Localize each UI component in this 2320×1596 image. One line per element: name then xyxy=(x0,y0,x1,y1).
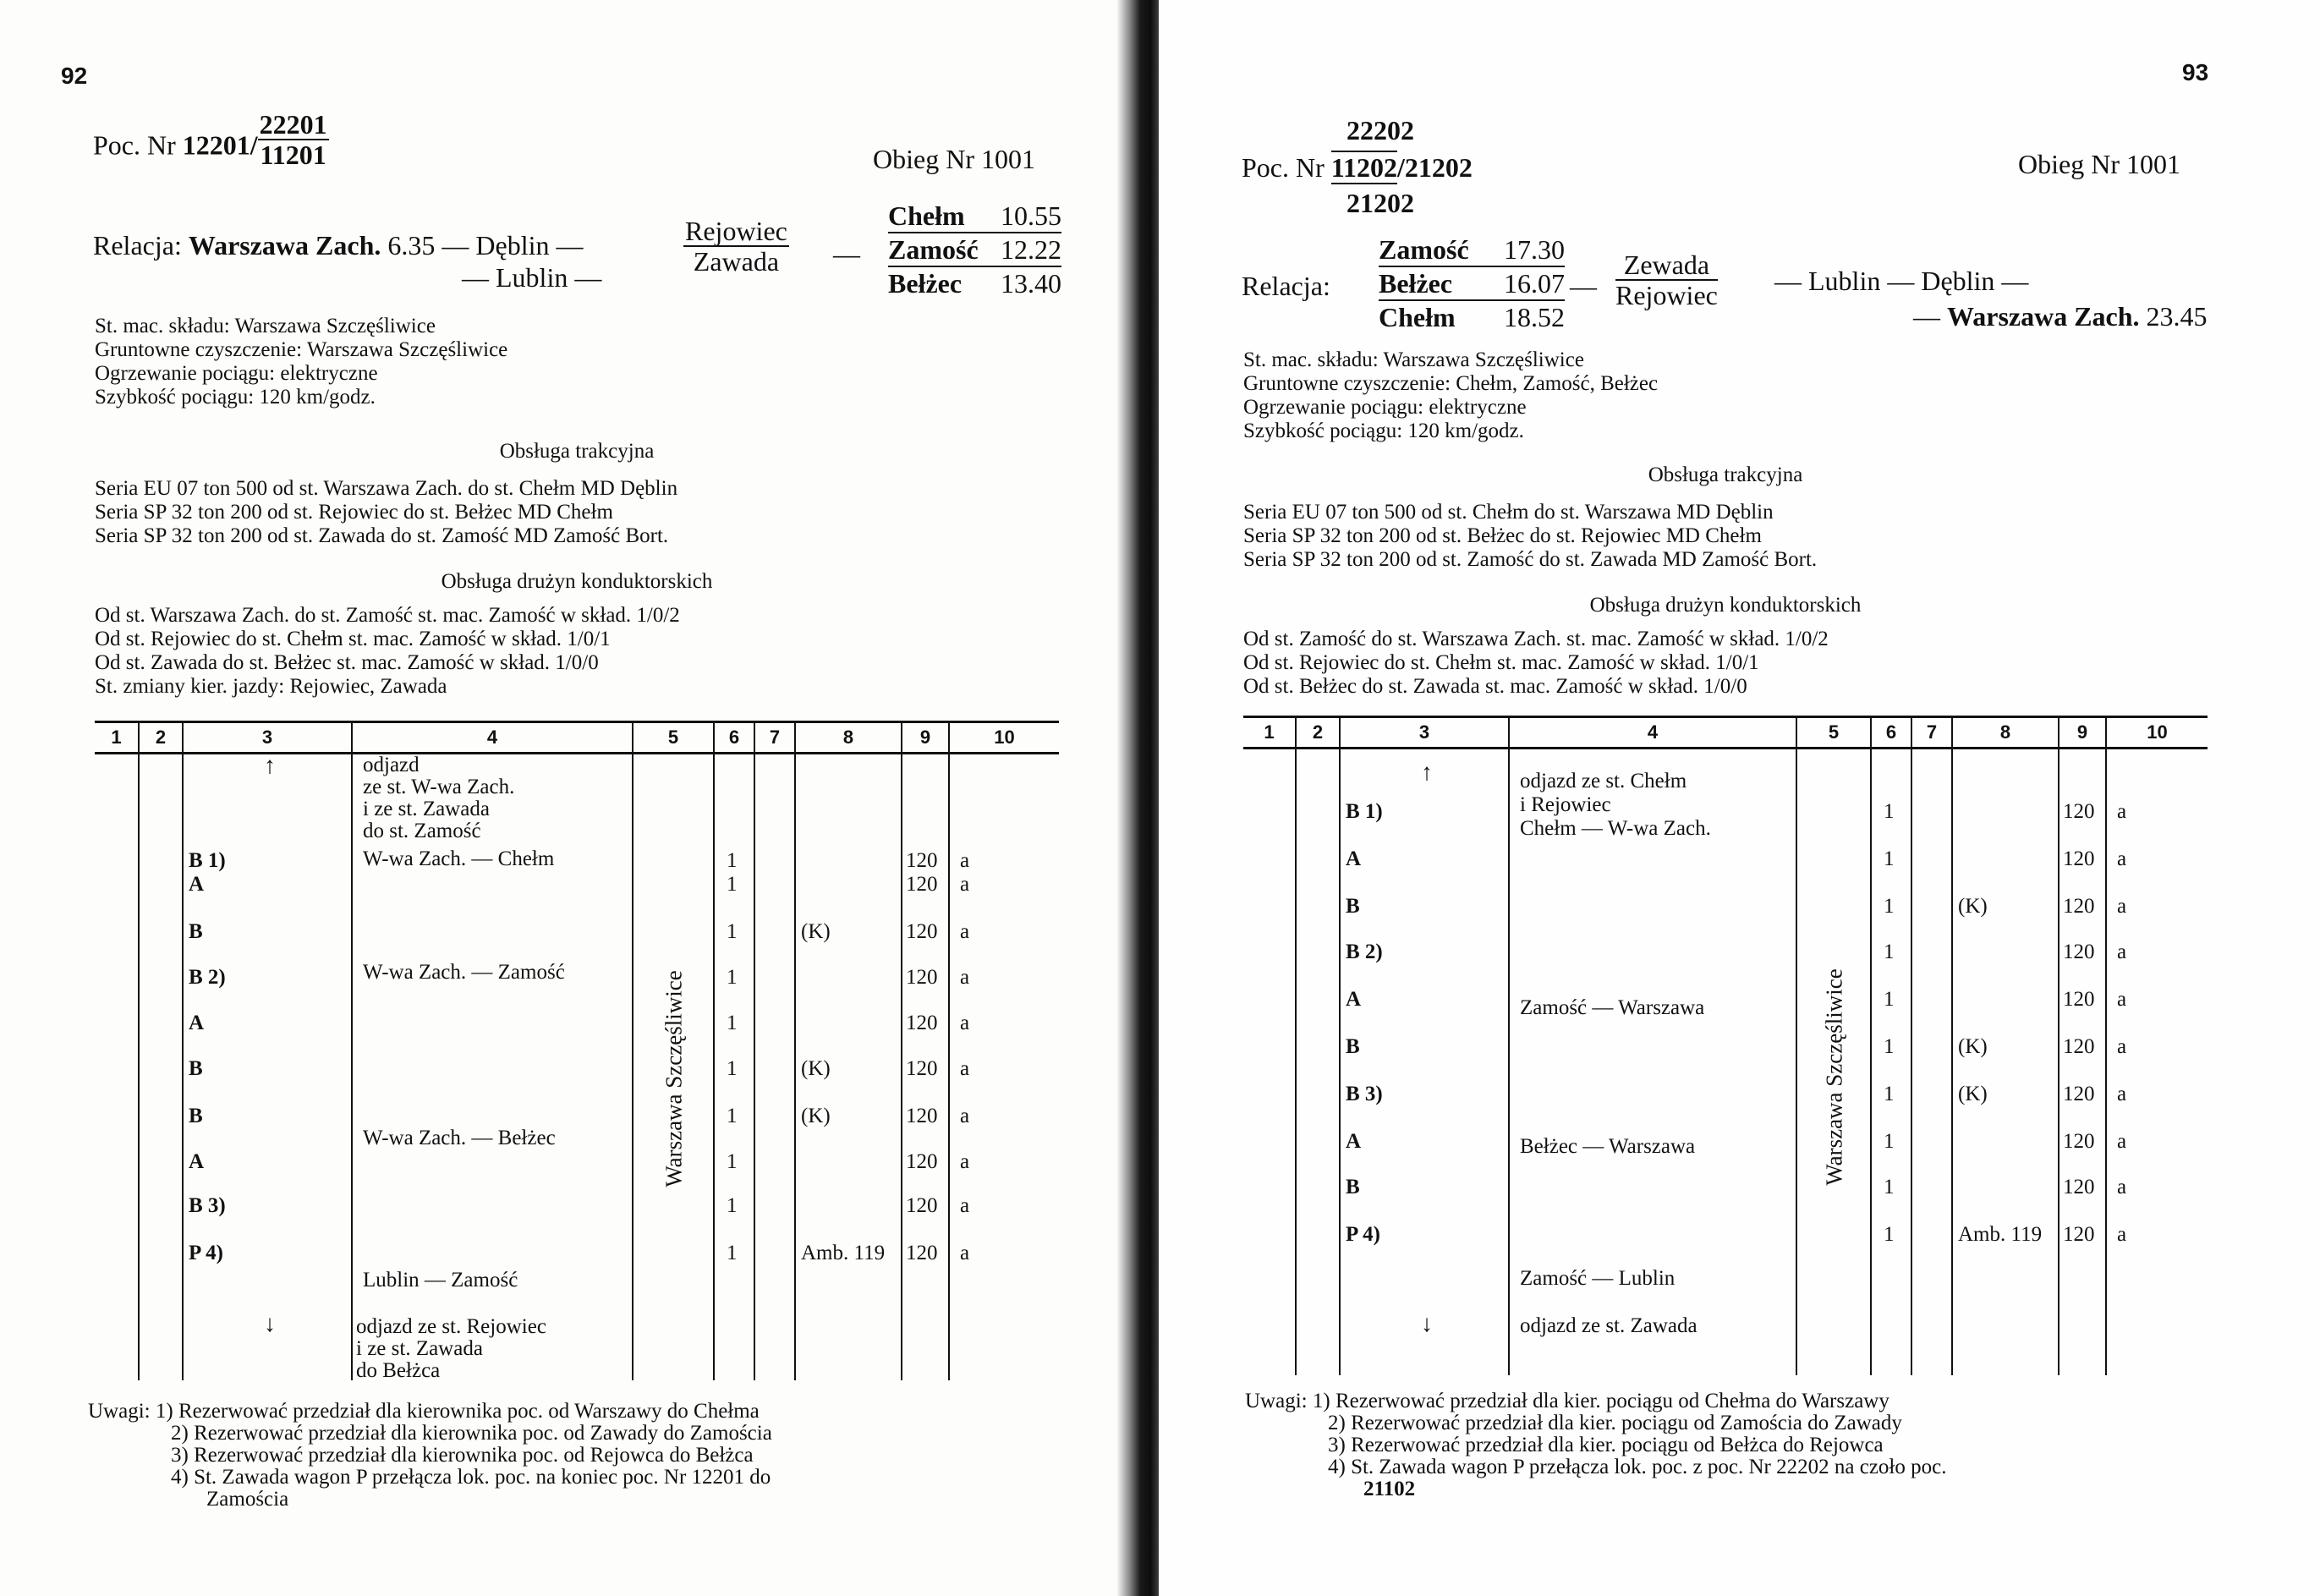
route-label: W-wa Zach. — Zamość xyxy=(363,961,565,984)
poc-top: 22202 xyxy=(1346,115,1414,145)
origin-row xyxy=(1379,267,1565,301)
row-flag: a xyxy=(960,1057,970,1080)
row-flag: a xyxy=(960,873,970,896)
poc-bottom: 21202 xyxy=(1346,188,1414,218)
druzyny-line: Od st. Bełżec do st. Zawada st. mac. Zamość w skład. 1/0/0 xyxy=(1243,675,1747,698)
col-10-content xyxy=(2107,749,2208,1375)
row-speed: 120 xyxy=(2063,1223,2095,1246)
train-number xyxy=(1242,152,1473,184)
row-speed: 120 xyxy=(2063,847,2095,870)
route-label: W-wa Zach. — Bełżec xyxy=(363,1127,556,1149)
col-header: 10 xyxy=(949,722,1059,754)
table-header-row xyxy=(1243,717,2208,749)
notes-label: Uwagi: xyxy=(88,1400,151,1423)
relacja-line1: — Lublin — Dęblin — xyxy=(1774,266,2029,296)
row-code: B xyxy=(1346,1176,1360,1198)
row-class: 1 xyxy=(727,873,738,896)
druzyny-line: Od st. Warszawa Zach. do st. Zamość st. mac. Zamość w skład. 1/0/2 xyxy=(95,604,680,627)
via-den: Rejowiec xyxy=(1615,280,1718,310)
row-note: (K) xyxy=(801,1105,831,1127)
row-speed: 120 xyxy=(2063,1176,2095,1198)
dest-row xyxy=(888,267,1061,299)
row-flag: a xyxy=(2117,941,2127,963)
trakcja-line: Seria EU 07 ton 500 od st. Warszawa Zach. do st. Chełm MD Dęblin xyxy=(95,477,678,500)
col-3-content xyxy=(1341,749,1508,1375)
trakcja-list xyxy=(95,477,677,548)
col-1-cell xyxy=(95,754,139,1381)
row-code: A xyxy=(189,873,205,896)
relacja-dash: — xyxy=(1570,271,1597,301)
row-class: 1 xyxy=(1884,800,1895,823)
druzyny-line: St. zmiany kier. jazdy: Rejowiec, Zawada xyxy=(95,675,447,698)
col4-bottom: odjazd ze st. Zawada xyxy=(1520,1314,1697,1337)
row-flag: a xyxy=(960,1194,970,1217)
row-code: A xyxy=(189,1012,205,1034)
row-flag: a xyxy=(2117,1223,2127,1246)
info-line: Ogrzewanie pociągu: elektryczne xyxy=(1243,396,1527,419)
origin-name: Zamość xyxy=(1379,234,1469,265)
col-header: 1 xyxy=(1243,717,1296,749)
relacja-time: 23.45 xyxy=(2146,301,2208,332)
row-code: B 2) xyxy=(189,966,226,989)
row-flag: a xyxy=(2117,1035,2127,1058)
relacja-line2 xyxy=(1913,301,2208,332)
trakcja-line: Seria EU 07 ton 500 od st. Chełm do st. Warszawa MD Dęblin xyxy=(1243,501,1774,524)
row-flag: a xyxy=(2117,847,2127,870)
row-note: (K) xyxy=(1958,1035,1988,1058)
col4-line: do Bełżca xyxy=(356,1359,441,1382)
row-code: P 4) xyxy=(1346,1223,1380,1246)
row-code: B 3) xyxy=(189,1194,226,1217)
row-code: A xyxy=(1346,847,1362,870)
col4-line: i Rejowiec xyxy=(1520,793,1611,816)
col-7-cell xyxy=(1911,749,1952,1376)
col-8-cell xyxy=(795,754,902,1381)
note-num: 2) xyxy=(1328,1412,1346,1434)
relacja-origins xyxy=(1379,233,1565,333)
col-4-content xyxy=(1510,749,1796,1375)
note-row xyxy=(88,1467,772,1489)
col-header: 1 xyxy=(95,722,139,754)
right-page xyxy=(1159,0,2320,1596)
note-text: Rezerwować przedział dla kier. pociągu od Bełżca do Rejowca xyxy=(1351,1434,1884,1456)
table-body-row xyxy=(1243,749,2208,1376)
note-num: 4) xyxy=(171,1466,189,1489)
note-row xyxy=(88,1445,772,1467)
row-class: 1 xyxy=(1884,988,1895,1011)
col4-line: odjazd xyxy=(363,754,420,776)
col-6-content xyxy=(715,754,754,1380)
row-speed: 120 xyxy=(2063,1083,2095,1105)
origin-time: 17.30 xyxy=(1504,234,1565,265)
col-header: 2 xyxy=(139,722,183,754)
arrow-up-icon: ↑ xyxy=(264,753,276,779)
dest-time: 10.55 xyxy=(1001,200,1061,231)
origin-name: Chełm xyxy=(1379,302,1456,332)
col-3-content xyxy=(184,754,351,1380)
page-number: 93 xyxy=(2182,59,2209,85)
row-class: 1 xyxy=(1884,1223,1895,1246)
obieg: Obieg Nr 1001 xyxy=(873,144,1035,174)
note-text: Rezerwować przedział dla kierownika poc. od Warszawy do Chełma xyxy=(178,1400,760,1423)
row-flag: a xyxy=(960,966,970,989)
col-4-cell xyxy=(1509,749,1796,1376)
note-row xyxy=(1245,1412,1946,1434)
col-10-cell xyxy=(2106,749,2208,1376)
col-header: 2 xyxy=(1296,717,1340,749)
note-num: 1) xyxy=(1312,1390,1330,1412)
druzyny-list xyxy=(1243,628,1829,699)
note-row xyxy=(1245,1434,1946,1456)
route-label: Zamość — Warszawa xyxy=(1520,996,1705,1019)
row-speed: 120 xyxy=(906,1012,938,1034)
row-code: B 1) xyxy=(1346,800,1383,823)
dest-name: Bełżec xyxy=(888,268,963,299)
note-text: Rezerwować przedział dla kierownika poc. od Zawady do Zamościa xyxy=(194,1422,772,1445)
row-note: (K) xyxy=(1958,1083,1988,1105)
origin-name: Bełżec xyxy=(1379,268,1453,299)
poc-prefix: Poc. Nr xyxy=(93,129,176,161)
row-flag: a xyxy=(960,1105,970,1127)
col-header: 8 xyxy=(1952,717,2059,749)
row-note: Amb. 119 xyxy=(801,1242,886,1264)
row-note: (K) xyxy=(1958,895,1988,918)
left-page xyxy=(0,0,1125,1596)
col-header: 6 xyxy=(1871,717,1911,749)
schedule-table xyxy=(95,721,1059,1380)
col4-line: ze st. W-wa Zach. xyxy=(363,776,515,798)
note-num: 1) xyxy=(155,1400,173,1423)
poc-main: 12201/ xyxy=(182,129,258,161)
col4-line: i ze st. Zawada xyxy=(363,798,490,820)
row-class: 1 xyxy=(727,1105,738,1127)
note-row xyxy=(88,1423,772,1445)
note-row xyxy=(88,1401,772,1423)
row-code: B xyxy=(189,1105,203,1127)
col5-vertical-label: Warszawa Szczęśliwice xyxy=(1821,968,1847,1186)
arrow-down-icon: ↓ xyxy=(1421,1311,1433,1337)
trakcja-line: Seria SP 32 ton 200 od st. Zamość do st. Zawada MD Zamość Bort. xyxy=(1243,548,1818,571)
row-class: 1 xyxy=(727,920,738,943)
row-flag: a xyxy=(2117,1176,2127,1198)
train-info xyxy=(95,315,507,409)
col-5-content xyxy=(1797,749,1870,1375)
druzyny-list xyxy=(95,604,680,699)
col-9-cell xyxy=(902,754,949,1381)
row-class: 1 xyxy=(1884,1176,1895,1198)
col-4-cell xyxy=(352,754,633,1381)
col-1-cell xyxy=(1243,749,1296,1376)
row-code: B xyxy=(189,920,203,943)
row-speed: 120 xyxy=(906,966,938,989)
note-text: St. Zawada wagon P przełącza lok. poc. z poc. Nr 22202 na czoło poc. xyxy=(1351,1456,1947,1478)
col4-bottom xyxy=(356,1316,546,1382)
row-class: 1 xyxy=(727,849,738,872)
row-speed: 120 xyxy=(2063,1130,2095,1153)
row-code: B xyxy=(1346,895,1360,918)
row-flag: a xyxy=(2117,895,2127,918)
row-code: B 1) xyxy=(189,849,226,872)
note-num: 4) xyxy=(1328,1456,1346,1478)
row-code: A xyxy=(1346,1130,1362,1153)
row-speed: 120 xyxy=(906,873,938,896)
poc-fraction xyxy=(258,110,329,169)
row-code: B 3) xyxy=(1346,1083,1383,1105)
col4-top xyxy=(1520,770,1687,817)
dest-time: 13.40 xyxy=(1001,268,1061,299)
row-flag: a xyxy=(960,849,970,872)
dest-time: 12.22 xyxy=(1001,234,1061,265)
col-6-cell xyxy=(1871,749,1911,1376)
row-flag: a xyxy=(960,1012,970,1034)
row-class: 1 xyxy=(727,966,738,989)
dest-name: Chełm xyxy=(888,200,965,231)
note-continuation: Zamościa xyxy=(206,1488,289,1511)
col4-line: do st. Zamość xyxy=(363,820,481,842)
row-class: 1 xyxy=(1884,847,1895,870)
poc-mid: 11202 xyxy=(1330,152,1397,183)
col4-line: odjazd ze st. Rejowiec xyxy=(356,1315,546,1338)
relacja-via xyxy=(683,217,789,276)
row-code: P 4) xyxy=(189,1242,223,1264)
info-line: Szybkość pociągu: 120 km/godz. xyxy=(1243,420,1524,442)
row-note: Amb. 119 xyxy=(1958,1223,2043,1246)
relacja-label: Relacja: xyxy=(1242,271,1330,301)
origin-row xyxy=(1379,301,1565,333)
row-speed: 120 xyxy=(906,1057,938,1080)
col-header: 4 xyxy=(352,722,633,754)
relacja-dash: — xyxy=(833,239,860,269)
dest-name: Zamość xyxy=(888,234,979,265)
col-10-content xyxy=(950,754,1059,1380)
table-body-row xyxy=(95,754,1059,1381)
row-class: 1 xyxy=(727,1150,738,1173)
col-header: 7 xyxy=(1911,717,1952,749)
col-header: 3 xyxy=(183,722,352,754)
col4-line: odjazd ze st. Chełm xyxy=(1520,770,1687,793)
col-9-content xyxy=(2059,749,2105,1375)
info-line: Ogrzewanie pociągu: elektryczne xyxy=(95,362,378,385)
col-6-cell xyxy=(714,754,754,1381)
relacja-time: 6.35 — Dęblin — xyxy=(387,230,584,261)
note-num: 3) xyxy=(1328,1434,1346,1456)
relacja-dest: Warszawa Zach. xyxy=(1947,301,2140,332)
trakcja-line: Seria SP 32 ton 200 od st. Zawada do st. Zamość MD Zamość Bort. xyxy=(95,524,669,547)
note-text: Rezerwować przedział dla kierownika poc. od Rejowca do Bełżca xyxy=(194,1444,754,1467)
poc-den: 11201 xyxy=(260,140,326,170)
info-line: Gruntowne czyszczenie: Chełm, Zamość, Bełżec xyxy=(1243,372,1659,395)
via-num: Rejowiec xyxy=(685,216,787,246)
row-code: B 2) xyxy=(1346,941,1383,963)
row-speed: 120 xyxy=(2063,941,2095,963)
col-6-content xyxy=(1872,749,1911,1375)
col-header: 4 xyxy=(1509,717,1796,749)
notes-label: Uwagi: xyxy=(1245,1390,1308,1412)
trakcja-title: Obsługa trakcyjna xyxy=(499,440,655,463)
col-2-cell xyxy=(1296,749,1340,1376)
dest-row xyxy=(888,200,1061,233)
druzyny-title: Obsługa drużyn konduktorskich xyxy=(1589,594,1862,617)
col-header: 6 xyxy=(714,722,754,754)
col-header: 5 xyxy=(633,722,714,754)
col5-vertical-label: Warszawa Szczęśliwice xyxy=(661,970,687,1187)
druzyny-line: Od st. Zamość do st. Warszawa Zach. st. mac. Zamość w skład. 1/0/2 xyxy=(1243,628,1829,650)
col-3-cell xyxy=(183,754,352,1381)
druzyny-line: Od st. Rejowiec do st. Chełm st. mac. Zamość w skład. 1/0/1 xyxy=(95,628,611,650)
col-header: 3 xyxy=(1340,717,1509,749)
note-continuation: 21102 xyxy=(1363,1478,1416,1500)
arrow-down-icon: ↓ xyxy=(264,1311,276,1337)
note-num: 3) xyxy=(171,1444,189,1467)
row-flag: a xyxy=(960,920,970,943)
note-text: Rezerwować przedział dla kier. pociągu od Zamościa do Zawady xyxy=(1351,1412,1902,1434)
row-class: 1 xyxy=(1884,941,1895,963)
row-flag: a xyxy=(2117,800,2127,823)
row-class: 1 xyxy=(1884,895,1895,918)
row-speed: 120 xyxy=(906,1194,938,1217)
note-text: Rezerwować przedział dla kier. pociągu od Chełma do Warszawy xyxy=(1335,1390,1889,1412)
table-header-row xyxy=(95,722,1059,754)
druzyny-title: Obsługa drużyn konduktorskich xyxy=(441,570,713,593)
relacja-destinations xyxy=(888,200,1061,299)
relacja-via xyxy=(1615,250,1718,310)
route-label: Bełżec — Warszawa xyxy=(1520,1135,1696,1158)
row-flag: a xyxy=(2117,1083,2127,1105)
info-line: Gruntowne czyszczenie: Warszawa Szczęśliwice xyxy=(95,338,508,361)
relacja-label: Relacja: xyxy=(93,230,182,261)
page-number: 92 xyxy=(61,63,88,89)
origin-time: 18.52 xyxy=(1504,302,1565,332)
row-flag: a xyxy=(2117,1130,2127,1153)
col-5-cell xyxy=(1796,749,1871,1376)
via-den: Zawada xyxy=(693,246,780,277)
info-line: Szybkość pociągu: 120 km/godz. xyxy=(95,386,376,409)
col-10-cell xyxy=(949,754,1059,1381)
obieg: Obieg Nr 1001 xyxy=(2018,149,2180,179)
note-num: 2) xyxy=(171,1422,189,1445)
row-class: 1 xyxy=(1884,1130,1895,1153)
relacja-line2: — Lublin — xyxy=(462,262,602,293)
arrow-up-icon: ↑ xyxy=(1421,760,1433,786)
col-5-cell xyxy=(633,754,714,1381)
col4-line: i ze st. Zawada xyxy=(356,1337,483,1360)
poc-prefix: Poc. Nr xyxy=(1242,152,1325,183)
info-line: St. mac. składu: Warszawa Szczęśliwice xyxy=(1243,348,1584,371)
train-info xyxy=(1243,348,1658,443)
info-line: St. mac. składu: Warszawa Szczęśliwice xyxy=(95,315,436,337)
col-header: 9 xyxy=(902,722,949,754)
row-flag: a xyxy=(960,1242,970,1264)
row-speed: 120 xyxy=(906,920,938,943)
row-code: A xyxy=(189,1150,205,1173)
notes xyxy=(1245,1390,1946,1500)
row-note: (K) xyxy=(801,920,831,943)
col-9-content xyxy=(902,754,948,1380)
route-label: Lublin — Zamość xyxy=(363,1269,518,1292)
row-class: 1 xyxy=(727,1242,738,1264)
note-row xyxy=(1245,1390,1946,1412)
note-text: St. Zawada wagon P przełącza lok. poc. na koniec poc. Nr 12201 do xyxy=(194,1466,771,1489)
row-code: A xyxy=(1346,988,1362,1011)
dest-row xyxy=(888,233,1061,267)
row-note: (K) xyxy=(801,1057,831,1080)
row-speed: 120 xyxy=(906,1150,938,1173)
col-header: 9 xyxy=(2059,717,2106,749)
druzyny-line: Od st. Rejowiec do st. Chełm st. mac. Zamość w skład. 1/0/1 xyxy=(1243,651,1759,674)
via-num: Zewada xyxy=(1615,250,1718,281)
col-header: 10 xyxy=(2106,717,2208,749)
schedule-table xyxy=(1243,716,2208,1375)
notes xyxy=(88,1401,772,1511)
route-label: Chełm — W-wa Zach. xyxy=(1520,817,1711,840)
col-8-content xyxy=(796,754,901,1380)
row-speed: 120 xyxy=(906,1105,938,1127)
row-speed: 120 xyxy=(2063,800,2095,823)
row-speed: 120 xyxy=(2063,895,2095,918)
row-speed: 120 xyxy=(2063,988,2095,1011)
trakcja-title: Obsługa trakcyjna xyxy=(1648,463,1803,486)
origin-time: 16.07 xyxy=(1504,268,1565,299)
col-9-cell xyxy=(2059,749,2106,1376)
row-speed: 120 xyxy=(2063,1035,2095,1058)
poc-mid-rest: /21202 xyxy=(1397,152,1473,183)
relacja-origin: Warszawa Zach. xyxy=(188,230,381,261)
row-speed: 120 xyxy=(906,1242,938,1264)
row-code: B xyxy=(189,1057,203,1080)
note-row xyxy=(1245,1456,1946,1478)
row-class: 1 xyxy=(1884,1035,1895,1058)
col-3-cell xyxy=(1340,749,1509,1376)
druzyny-line: Od st. Zawada do st. Bełżec st. mac. Zamość w skład. 1/0/0 xyxy=(95,651,599,674)
col-2-cell xyxy=(139,754,183,1381)
train-number xyxy=(93,109,329,178)
row-code: B xyxy=(1346,1035,1360,1058)
trakcja-line: Seria SP 32 ton 200 od st. Bełżec do st. Rejowiec MD Chełm xyxy=(1243,524,1762,547)
col-header: 7 xyxy=(754,722,795,754)
poc-num: 22201 xyxy=(259,109,327,140)
row-flag: a xyxy=(2117,988,2127,1011)
route-label: Zamość — Lublin xyxy=(1520,1267,1676,1290)
col-header: 8 xyxy=(795,722,902,754)
col-8-content xyxy=(1953,749,2058,1375)
row-class: 1 xyxy=(1884,1083,1895,1105)
col-8-cell xyxy=(1952,749,2059,1376)
route-label: W-wa Zach. — Chełm xyxy=(363,847,555,870)
row-class: 1 xyxy=(727,1057,738,1080)
col-7-cell xyxy=(754,754,795,1381)
row-flag: a xyxy=(960,1150,970,1173)
relacja xyxy=(93,230,583,261)
col-header: 5 xyxy=(1796,717,1871,749)
col-4-content xyxy=(353,754,632,1380)
row-speed: 120 xyxy=(906,849,938,872)
col4-top xyxy=(363,754,514,842)
trakcja-line: Seria SP 32 ton 200 od st. Rejowiec do st. Bełżec MD Chełm xyxy=(95,501,613,524)
col-5-content xyxy=(633,754,713,1380)
row-class: 1 xyxy=(727,1194,738,1217)
trakcja-list xyxy=(1243,501,1817,572)
relacja-dash: — xyxy=(1913,301,1940,332)
origin-row xyxy=(1379,233,1565,267)
row-class: 1 xyxy=(727,1012,738,1034)
